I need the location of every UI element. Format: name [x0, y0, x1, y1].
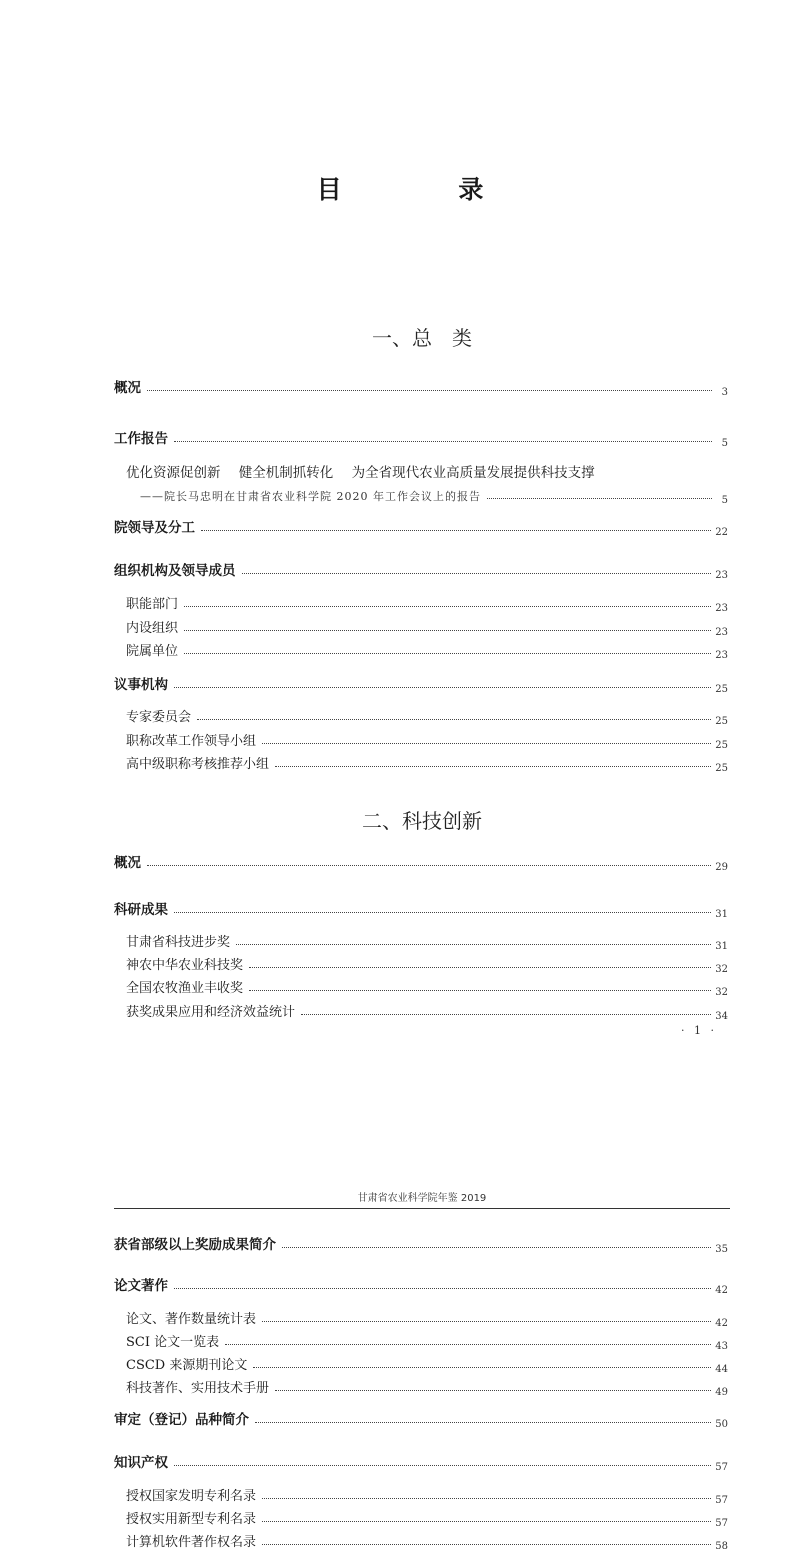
- page-number: · 1 ·: [681, 1024, 717, 1037]
- toc-entry-label: 审定（登记）品种简介: [114, 1412, 249, 1428]
- toc-entry-page: 25: [715, 684, 728, 695]
- report-title-part: 优化资源促创新: [126, 465, 221, 481]
- toc-entry-label: 神农中华农业科技奖: [126, 958, 244, 973]
- dot-leader: [184, 652, 711, 654]
- toc-entry[interactable]: [114, 673, 728, 693]
- toc-entry[interactable]: [114, 1451, 728, 1471]
- toc-entry[interactable]: [126, 1376, 728, 1396]
- toc-entry-page: 57: [715, 1462, 728, 1473]
- dot-leader: [275, 765, 711, 767]
- dot-leader: [282, 1246, 711, 1248]
- toc-entry[interactable]: [114, 1408, 728, 1428]
- report-title-part: 为全省现代农业高质量发展提供科技支撑: [351, 465, 595, 481]
- toc-entry[interactable]: [114, 1233, 728, 1253]
- toc-entry[interactable]: [114, 559, 728, 579]
- toc-entry-label: 计算机软件著作权名录: [126, 1535, 257, 1550]
- toc-entry[interactable]: [114, 898, 728, 918]
- toc-entry[interactable]: [114, 427, 728, 447]
- toc-entry-page: 23: [715, 603, 728, 614]
- dot-leader: [275, 1389, 711, 1391]
- section-title-innovation: 二、科技创新: [362, 809, 482, 833]
- toc-entry-label: 论文著作: [114, 1278, 168, 1294]
- toc-entry-label: ——院长马忠明在甘肃省农业科学院 2020 年工作会议上的报告: [140, 490, 481, 503]
- toc-entry-page: 25: [715, 763, 728, 774]
- toc-entry[interactable]: [126, 1507, 728, 1527]
- toc-entry-page: 35: [715, 1244, 728, 1255]
- toc-entry-label: 科技著作、实用技术手册: [126, 1381, 270, 1396]
- toc-entry[interactable]: [126, 1484, 728, 1504]
- dot-leader: [262, 1543, 711, 1545]
- toc-entry-page: 57: [715, 1518, 728, 1529]
- toc-entry-page: 5: [721, 438, 728, 449]
- toc-entry-page: 5: [721, 495, 728, 506]
- toc-entry-label: 组织机构及领导成员: [114, 563, 236, 579]
- toc-entry-label: 概况: [114, 380, 141, 396]
- toc-entry[interactable]: [126, 705, 728, 725]
- running-header: 甘肃省农业科学院年鉴 2019: [357, 1193, 487, 1204]
- toc-entry[interactable]: [126, 953, 728, 973]
- toc-entry-label: CSCD 来源期刊论文: [126, 1358, 248, 1373]
- dot-leader: [255, 1421, 711, 1423]
- toc-entry-label: 专家委员会: [126, 710, 192, 725]
- toc-entry-label: 工作报告: [114, 431, 168, 447]
- toc-entry[interactable]: [126, 616, 728, 636]
- header-rule: [114, 1208, 730, 1209]
- toc-entry[interactable]: [126, 1353, 728, 1373]
- page-title: 目 录: [316, 175, 538, 204]
- toc-report-title[interactable]: [126, 461, 609, 481]
- toc-entry-label: 授权实用新型专利名录: [126, 1512, 257, 1527]
- dot-leader: [174, 911, 711, 913]
- toc-entry[interactable]: [126, 639, 728, 659]
- dot-leader: [184, 629, 711, 631]
- toc-entry-label: 甘肃省科技进步奖: [126, 935, 231, 950]
- toc-entry-label: 概况: [114, 855, 141, 871]
- toc-entry-label: 内设组织: [126, 621, 179, 636]
- toc-entry-label: 议事机构: [114, 677, 168, 693]
- toc-entry-label: 论文、著作数量统计表: [126, 1312, 257, 1327]
- toc-entry[interactable]: [114, 851, 728, 871]
- toc-entry[interactable]: [126, 729, 728, 749]
- toc-entry-page: 42: [715, 1285, 728, 1296]
- dot-leader: [262, 1320, 711, 1322]
- toc-entry-page: 49: [715, 1387, 728, 1398]
- toc-entry-label: SCI 论文一览表: [126, 1335, 220, 1350]
- dot-leader: [249, 989, 711, 991]
- toc-entry-page: 23: [715, 650, 728, 661]
- toc-entry[interactable]: [114, 1274, 728, 1294]
- toc-entry[interactable]: [126, 1000, 728, 1020]
- toc-entry[interactable]: [126, 752, 728, 772]
- dot-leader: [174, 686, 711, 688]
- dot-leader: [487, 497, 712, 499]
- toc-entry-page: 3: [721, 387, 728, 398]
- dot-leader: [236, 943, 711, 945]
- dot-leader: [253, 1366, 711, 1368]
- dot-leader: [174, 1464, 711, 1466]
- toc-entry-page: 23: [715, 627, 728, 638]
- dot-leader: [301, 1013, 711, 1015]
- toc-entry-label: 院领导及分工: [114, 520, 195, 536]
- toc-entry-label: 授权国家发明专利名录: [126, 1489, 257, 1504]
- toc-entry-label: 获奖成果应用和经济效益统计: [126, 1005, 296, 1020]
- toc-entry-page: 23: [715, 570, 728, 581]
- dot-leader: [262, 1520, 711, 1522]
- dot-leader: [174, 1287, 711, 1289]
- section-title-general: 一、总 类: [372, 326, 472, 350]
- dot-leader: [262, 742, 711, 744]
- toc-entry-label: 职称改革工作领导小组: [126, 734, 257, 749]
- dot-leader: [225, 1343, 711, 1345]
- toc-entry-page: 58: [715, 1541, 728, 1552]
- toc-entry-page: 50: [715, 1419, 728, 1430]
- toc-entry-label: 职能部门: [126, 597, 179, 612]
- toc-entry-page: 44: [715, 1364, 728, 1375]
- toc-entry-page: 42: [715, 1318, 728, 1329]
- dot-leader: [242, 572, 712, 574]
- toc-entry[interactable]: [126, 930, 728, 950]
- toc-entry-label: 全国农牧渔业丰收奖: [126, 981, 244, 996]
- toc-entry-page: 31: [715, 941, 728, 952]
- toc-entry[interactable]: [114, 376, 728, 396]
- toc-entry[interactable]: [126, 1530, 728, 1550]
- toc-entry[interactable]: [114, 516, 728, 536]
- toc-entry-page: 43: [715, 1341, 728, 1352]
- dot-leader: [184, 605, 711, 607]
- report-title-part: 健全机制抓转化: [238, 465, 334, 481]
- toc-entry-page: 25: [715, 740, 728, 751]
- toc-entry[interactable]: [126, 976, 728, 996]
- toc-entry-page: 25: [715, 716, 728, 727]
- toc-entry-label: 院属单位: [126, 644, 179, 659]
- toc-entry-page: 57: [715, 1495, 728, 1506]
- toc-entry-page: 29: [715, 862, 728, 873]
- toc-entry-label: 获省部级以上奖励成果简介: [114, 1237, 276, 1253]
- dot-leader: [174, 440, 712, 442]
- dot-leader: [201, 529, 711, 531]
- toc-entry-label: 高中级职称考核推荐小组: [126, 757, 270, 772]
- dot-leader: [197, 718, 711, 720]
- toc-entry-page: 32: [715, 987, 728, 998]
- toc-entry[interactable]: [126, 1330, 728, 1350]
- toc-entry-page: 22: [715, 527, 728, 538]
- dot-leader: [262, 1497, 711, 1499]
- toc-entry[interactable]: [140, 484, 728, 504]
- toc-entry-page: 32: [715, 964, 728, 975]
- toc-entry-label: 知识产权: [114, 1455, 168, 1471]
- toc-entry[interactable]: [126, 592, 728, 612]
- dot-leader: [147, 389, 712, 391]
- dot-leader: [249, 966, 711, 968]
- toc-entry-page: 34: [715, 1011, 728, 1022]
- dot-leader: [147, 864, 711, 866]
- toc-entry-label: 科研成果: [114, 902, 168, 918]
- toc-entry[interactable]: [126, 1307, 728, 1327]
- toc-entry-page: 31: [715, 909, 728, 920]
